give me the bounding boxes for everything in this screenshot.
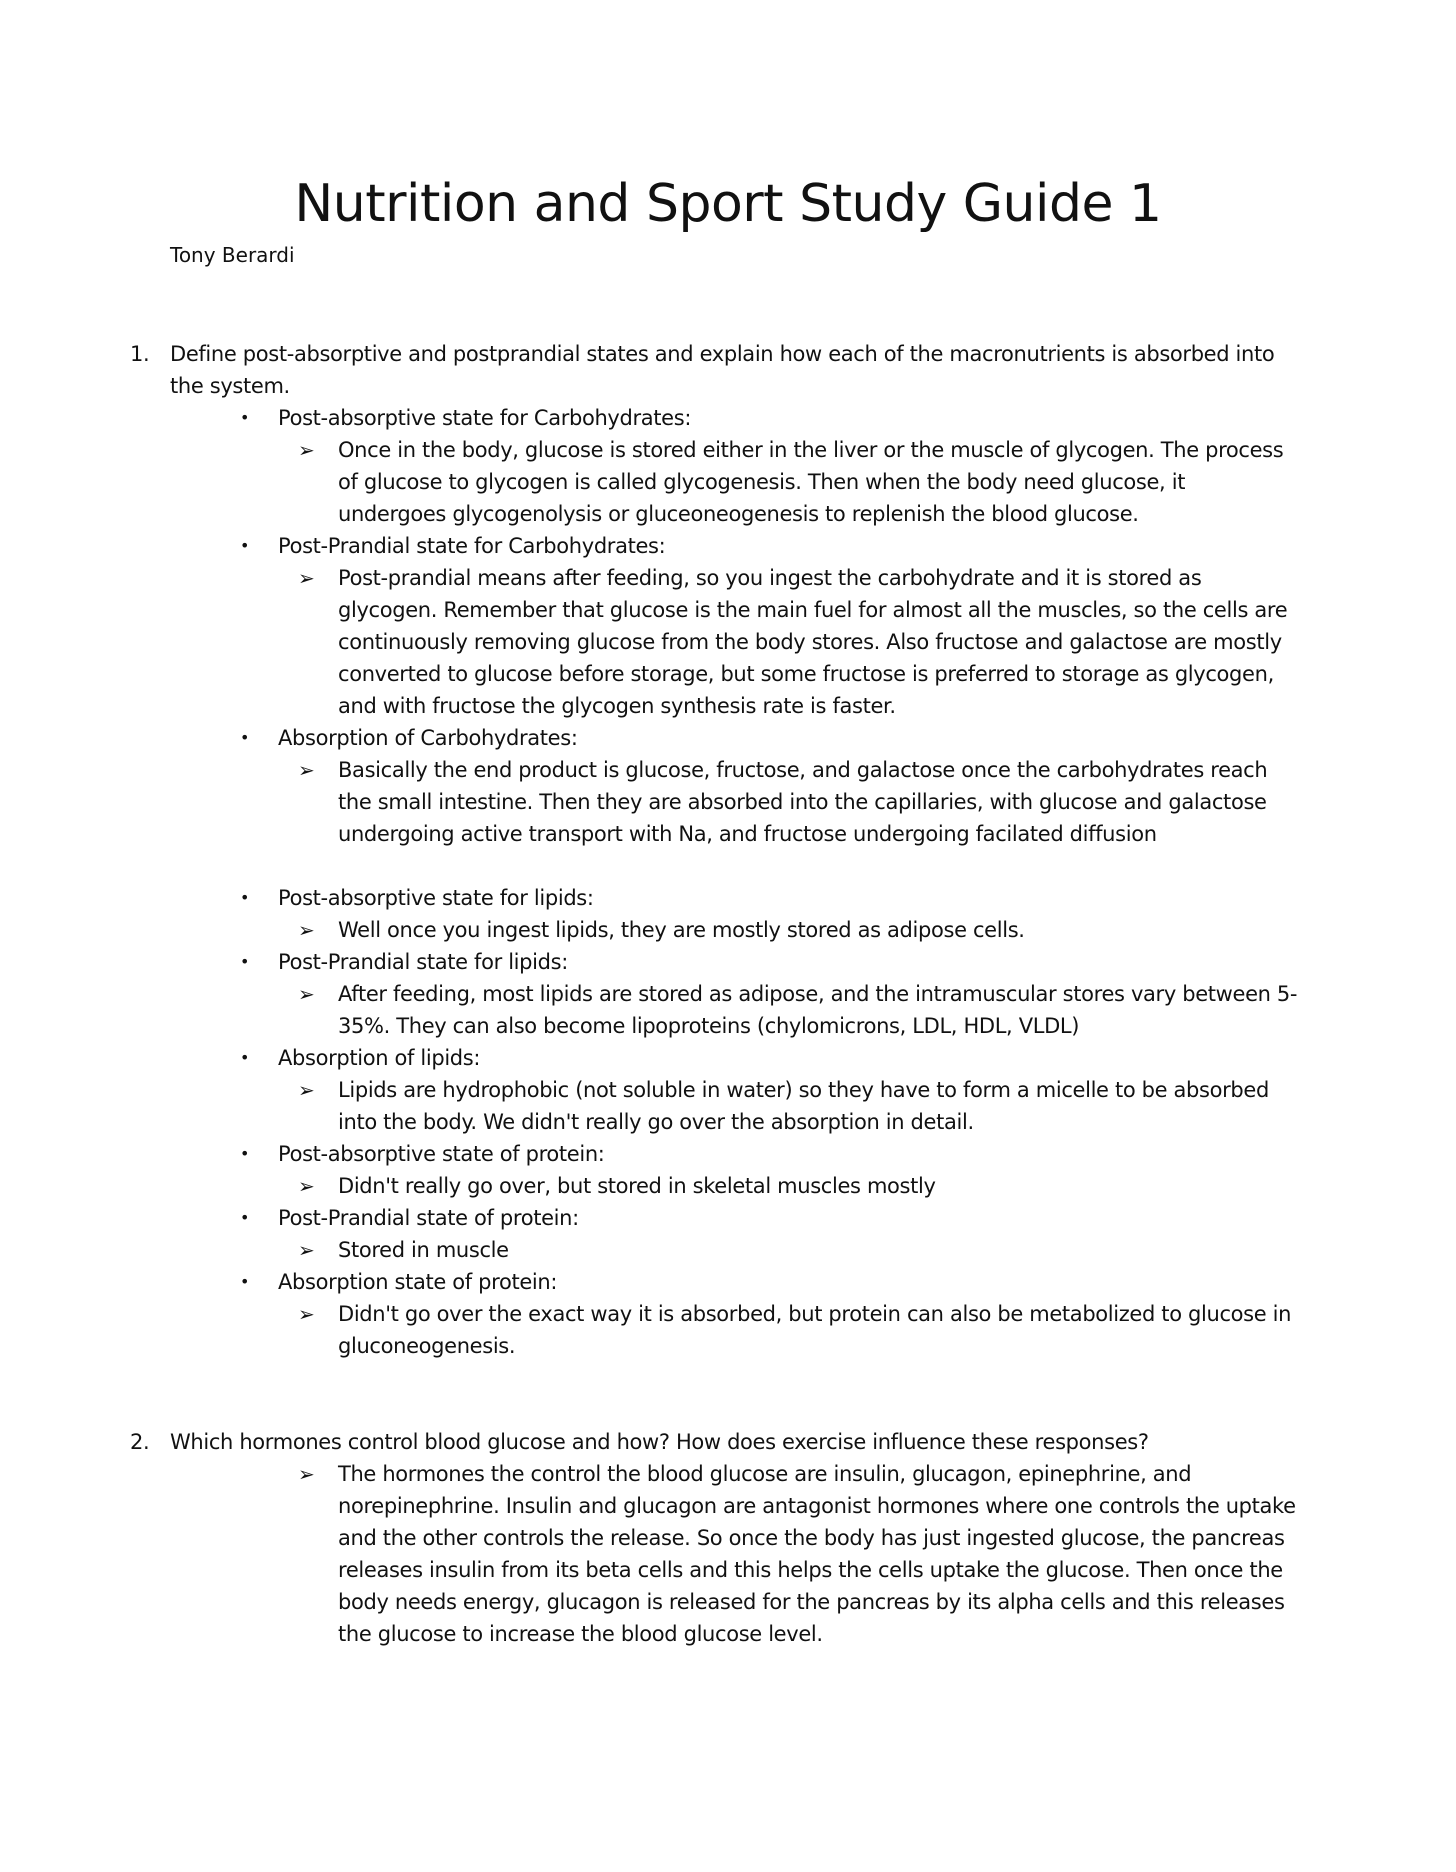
detail-text: Didn't really go over, but stored in skeletal muscles mostly — [338, 1174, 936, 1198]
item-label: Post-absorptive state for Carbohydrates: — [278, 406, 692, 430]
document-title: Nutrition and Sport Study Guide 1 — [294, 174, 1162, 234]
item-label: Post-Prandial state for lipids: — [278, 950, 568, 974]
bullet-icon: • — [240, 952, 250, 971]
detail-text: Didn't go over the exact way it is absorbed, but protein can also be metabolized to glucose in gluconeogenesis. — [338, 1302, 1292, 1358]
question-text: Which hormones control blood glucose and how? How does exercise influence these responses? — [170, 1430, 1149, 1454]
detail-text: Basically the end product is glucose, fructose, and galactose once the carbohydrates reach the small intestine. Then they are absorbed into the capillaries, with glucose and galactose undergoing active transport with Na, and fructose undergoing facilated diffusion — [338, 758, 1268, 846]
detail-text: Stored in muscle — [338, 1238, 509, 1262]
arrow-bullet-icon: ➢ — [298, 1078, 315, 1102]
arrow-bullet-icon: ➢ — [298, 1302, 315, 1326]
detail-text: After feeding, most lipids are stored as adipose, and the intramuscular stores vary between 5-35%. They can also become lipoproteins (chylomicrons, LDL, HDL, VLDL) — [338, 982, 1298, 1038]
detail-text: Post-prandial means after feeding, so you ingest the carbohydrate and it is stored as glycogen. Remember that glucose is the main fuel for almost all the muscles, so the cells are continuously removing glucose from the body stores. Also fructose and galactose are mostly converted to glucose before storage, but some fructose is preferred to storage as glycogen, and with fructose the glycogen synthesis rate is faster. — [338, 566, 1288, 718]
arrow-bullet-icon: ➢ — [298, 1462, 315, 1486]
arrow-bullet-icon: ➢ — [298, 438, 315, 462]
item-label: Absorption state of protein: — [278, 1270, 558, 1294]
arrow-bullet-icon: ➢ — [298, 918, 315, 942]
bullet-icon: • — [240, 1048, 250, 1067]
detail-text: Well once you ingest lipids, they are mostly stored as adipose cells. — [338, 918, 1025, 942]
arrow-bullet-icon: ➢ — [298, 1238, 315, 1262]
arrow-bullet-icon: ➢ — [298, 982, 315, 1006]
question-number: 2. — [130, 1430, 150, 1454]
arrow-bullet-icon: ➢ — [298, 566, 315, 590]
answer-text: The hormones the control the blood glucose are insulin, glucagon, epinephrine, and norepinephrine. Insulin and glucagon are antagonist hormones where one controls the uptake and the other controls the release. So once the body has just ingested glucose, the pancreas releases insulin from its beta cells and this helps the cells uptake the glucose. Then once the body needs energy, glucagon is released for the pancreas by its alpha cells and this releases the glucose to increase the blood glucose level. — [338, 1462, 1296, 1646]
arrow-bullet-icon: ➢ — [298, 1174, 315, 1198]
detail-text: Once in the body, glucose is stored either in the liver or the muscle of glycogen. The process of glucose to glycogen is called glycogenesis. Then when the body need glucose, it undergoes glycogenolysis or gluceoneogenesis to replenish the blood glucose. — [338, 438, 1284, 526]
bullet-icon: • — [240, 408, 250, 427]
item-label: Post-Prandial state of protein: — [278, 1206, 579, 1230]
detail-text: Lipids are hydrophobic (not soluble in water) so they have to form a micelle to be absorbed into the body. We didn't really go over the absorption in detail. — [338, 1078, 1269, 1134]
item-label: Absorption of lipids: — [278, 1046, 481, 1070]
question-text: Define post-absorptive and postprandial states and explain how each of the macronutrients is absorbed into the system. — [170, 342, 1275, 398]
item-label: Post-absorptive state of protein: — [278, 1142, 605, 1166]
item-label: Post-Prandial state for Carbohydrates: — [278, 534, 666, 558]
item-label: Post-absorptive state for lipids: — [278, 886, 594, 910]
author-name: Tony Berardi — [170, 243, 295, 267]
question-number: 1. — [130, 342, 150, 366]
bullet-icon: • — [240, 888, 250, 907]
bullet-icon: • — [240, 1208, 250, 1227]
bullet-icon: • — [240, 1272, 250, 1291]
bullet-icon: • — [240, 728, 250, 747]
item-label: Absorption of Carbohydrates: — [278, 726, 578, 750]
arrow-bullet-icon: ➢ — [298, 758, 315, 782]
bullet-icon: • — [240, 1144, 250, 1163]
bullet-icon: • — [240, 536, 250, 555]
